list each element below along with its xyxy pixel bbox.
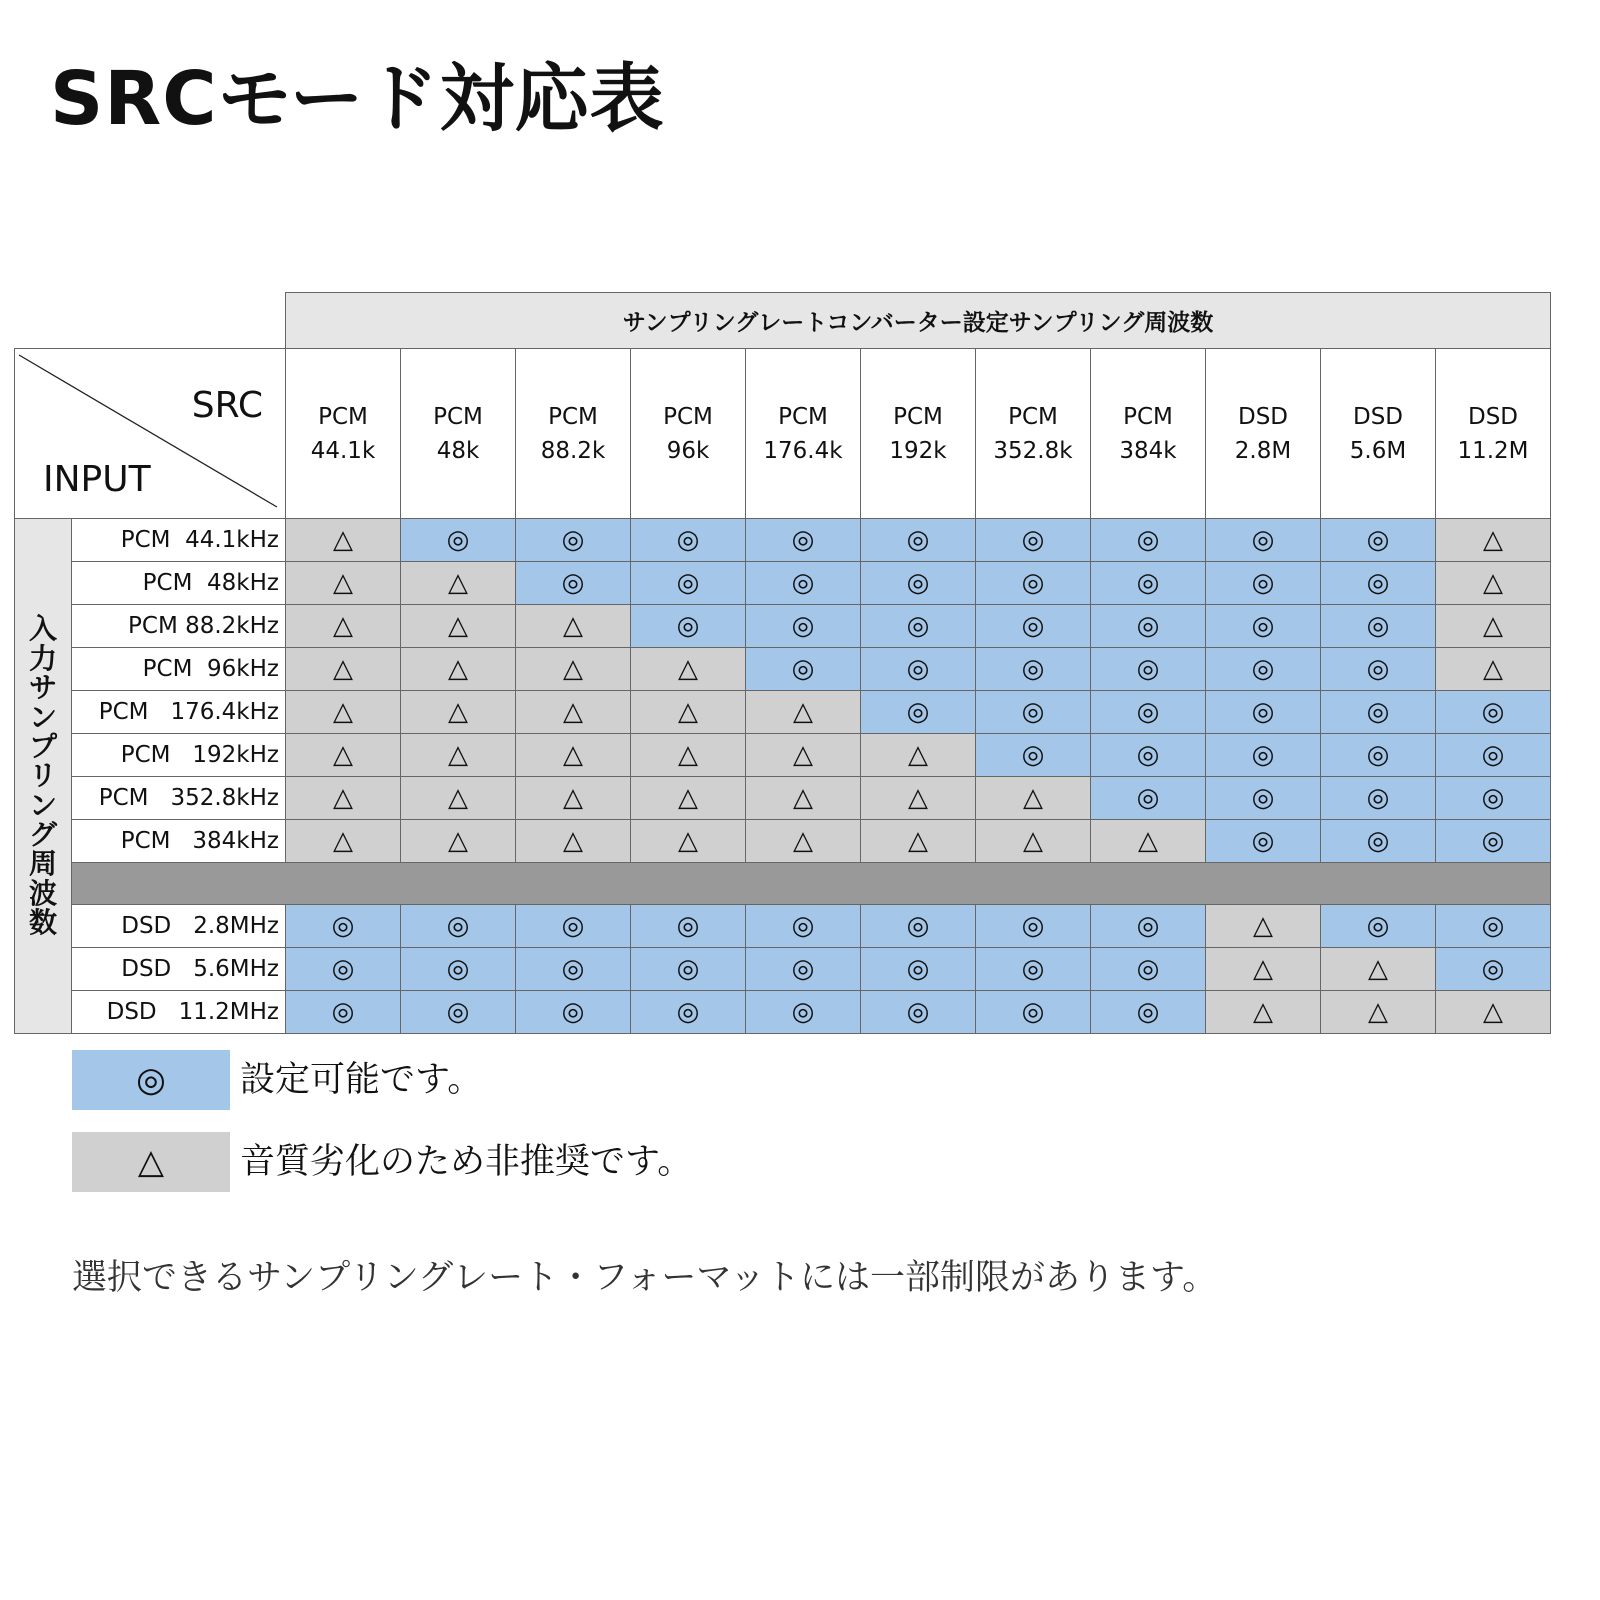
cell-not-recommended: △ [631, 691, 746, 734]
cell-supported: ◎ [1091, 562, 1206, 605]
cell-supported: ◎ [1206, 519, 1321, 562]
cell-supported: ◎ [631, 605, 746, 648]
cell-not-recommended: △ [1206, 991, 1321, 1034]
table-row [15, 991, 1551, 1034]
cell-supported: ◎ [286, 905, 401, 948]
column-header-rate: 44.1k [310, 437, 376, 464]
cell-supported: ◎ [746, 948, 861, 991]
column-header-format: PCM [893, 403, 943, 430]
cell-not-recommended: △ [1321, 948, 1436, 991]
cell-supported: ◎ [1091, 948, 1206, 991]
restriction-note: 選択できるサンプリングレート・フォーマットには一部制限があります。 [72, 1258, 1218, 1298]
cell-supported: ◎ [1436, 691, 1551, 734]
cell-supported: ◎ [1091, 905, 1206, 948]
cell-not-recommended: △ [746, 734, 861, 777]
cell-supported: ◎ [1321, 777, 1436, 820]
cell-not-recommended: △ [286, 519, 401, 562]
cell-not-recommended: △ [516, 820, 631, 863]
cell-not-recommended: △ [516, 734, 631, 777]
column-header-format: PCM [778, 403, 828, 430]
column-header [976, 349, 1091, 519]
cell-supported: ◎ [1206, 691, 1321, 734]
cell-supported: ◎ [1206, 605, 1321, 648]
cell-supported: ◎ [861, 948, 976, 991]
table-row [15, 905, 1551, 948]
cell-supported: ◎ [976, 691, 1091, 734]
row-header: PCM 88.2kHz [72, 605, 286, 648]
cell-not-recommended: △ [976, 820, 1091, 863]
column-header [401, 349, 516, 519]
side-label-char: ン [28, 700, 57, 734]
corner-src-label: SRC [191, 385, 263, 426]
separator-bar [72, 863, 1551, 905]
cell-supported: ◎ [1321, 905, 1436, 948]
cell-not-recommended: △ [746, 820, 861, 863]
row-header: DSD 5.6MHz [72, 948, 286, 991]
column-header-format: PCM [548, 403, 598, 430]
cell-supported: ◎ [1436, 734, 1551, 777]
legend-ok-swatch [72, 1050, 230, 1110]
cell-supported: ◎ [631, 991, 746, 1034]
column-header [1091, 349, 1206, 519]
side-label-char: グ [28, 818, 57, 852]
cell-supported: ◎ [1091, 605, 1206, 648]
cell-supported: ◎ [631, 562, 746, 605]
cell-supported: ◎ [746, 905, 861, 948]
cell-not-recommended: △ [1436, 648, 1551, 691]
cell-not-recommended: △ [286, 605, 401, 648]
cell-not-recommended: △ [631, 734, 746, 777]
cell-not-recommended: △ [516, 777, 631, 820]
side-label-char: ン [28, 788, 57, 822]
column-header [516, 349, 631, 519]
cell-not-recommended: △ [1206, 948, 1321, 991]
table-row [15, 562, 1551, 605]
cell-not-recommended: △ [631, 648, 746, 691]
cell-not-recommended: △ [746, 691, 861, 734]
separator-row [15, 863, 1551, 905]
cell-supported: ◎ [1091, 777, 1206, 820]
side-label-char: 力 [28, 641, 57, 675]
column-header-rate: 88.2k [540, 437, 606, 464]
double-circle-icon: ◎ [136, 1060, 166, 1100]
cell-supported: ◎ [1321, 605, 1436, 648]
side-label-char: 波 [28, 876, 57, 910]
side-label-char: 周 [28, 847, 57, 881]
cell-supported: ◎ [861, 905, 976, 948]
cell-supported: ◎ [976, 948, 1091, 991]
column-header [1321, 349, 1436, 519]
table-row [15, 691, 1551, 734]
cell-not-recommended: △ [1436, 605, 1551, 648]
cell-not-recommended: △ [401, 734, 516, 777]
cell-not-recommended: △ [1091, 820, 1206, 863]
cell-supported: ◎ [631, 905, 746, 948]
row-header: PCM 96kHz [72, 648, 286, 691]
column-header-format: PCM [663, 403, 713, 430]
src-compatibility-table [14, 292, 1551, 1034]
row-header: DSD 11.2MHz [72, 991, 286, 1034]
column-header-format: PCM [318, 403, 368, 430]
cell-supported: ◎ [1321, 648, 1436, 691]
cell-supported: ◎ [1091, 734, 1206, 777]
row-header: PCM 44.1kHz [72, 519, 286, 562]
cell-supported: ◎ [746, 648, 861, 691]
column-header-rate: 176.4k [763, 437, 843, 464]
cell-supported: ◎ [1206, 820, 1321, 863]
side-label-char: サ [28, 671, 57, 705]
corner-header [15, 349, 286, 519]
cell-supported: ◎ [516, 948, 631, 991]
column-header-format: DSD [1467, 403, 1519, 430]
column-header-rate: 192k [889, 437, 947, 464]
cell-supported: ◎ [976, 734, 1091, 777]
cell-not-recommended: △ [631, 777, 746, 820]
side-label-char: 数 [28, 906, 57, 940]
table-row [15, 605, 1551, 648]
cell-supported: ◎ [861, 562, 976, 605]
corner-input-label: INPUT [43, 459, 151, 500]
row-header: PCM 384kHz [72, 820, 286, 863]
cell-not-recommended: △ [401, 605, 516, 648]
cell-supported: ◎ [286, 948, 401, 991]
cell-supported: ◎ [1091, 991, 1206, 1034]
cell-supported: ◎ [861, 648, 976, 691]
cell-supported: ◎ [1321, 519, 1436, 562]
cell-supported: ◎ [1206, 777, 1321, 820]
column-header [1436, 349, 1551, 519]
cell-supported: ◎ [1321, 734, 1436, 777]
cell-not-recommended: △ [286, 820, 401, 863]
cell-not-recommended: △ [401, 777, 516, 820]
cell-not-recommended: △ [1436, 519, 1551, 562]
table-row [15, 777, 1551, 820]
legend-ok-text: 設定可能です。 [240, 1060, 483, 1100]
cell-supported: ◎ [861, 605, 976, 648]
row-header: PCM 192kHz [72, 734, 286, 777]
column-header [631, 349, 746, 519]
cell-supported: ◎ [631, 948, 746, 991]
cell-not-recommended: △ [861, 734, 976, 777]
cell-not-recommended: △ [1436, 991, 1551, 1034]
cell-supported: ◎ [861, 691, 976, 734]
cell-supported: ◎ [746, 605, 861, 648]
cell-supported: ◎ [746, 991, 861, 1034]
legend-ng-text: 音質劣化のため非推奨です。 [240, 1142, 693, 1182]
cell-supported: ◎ [976, 991, 1091, 1034]
column-header-format: PCM [1008, 403, 1058, 430]
cell-supported: ◎ [1206, 648, 1321, 691]
row-header: PCM 352.8kHz [72, 777, 286, 820]
column-header-rate: 48k [436, 437, 480, 464]
cell-supported: ◎ [631, 519, 746, 562]
column-header-format: PCM [1123, 403, 1173, 430]
cell-not-recommended: △ [286, 734, 401, 777]
cell-supported: ◎ [861, 991, 976, 1034]
cell-supported: ◎ [516, 905, 631, 948]
cell-supported: ◎ [976, 519, 1091, 562]
cell-supported: ◎ [976, 905, 1091, 948]
cell-supported: ◎ [1321, 820, 1436, 863]
row-header: PCM 176.4kHz [72, 691, 286, 734]
triangle-icon: △ [137, 1142, 165, 1182]
cell-supported: ◎ [1321, 562, 1436, 605]
cell-not-recommended: △ [401, 562, 516, 605]
column-header [1206, 349, 1321, 519]
cell-supported: ◎ [1206, 734, 1321, 777]
column-header-rate: 384k [1119, 437, 1177, 464]
cell-supported: ◎ [1436, 905, 1551, 948]
cell-supported: ◎ [1206, 562, 1321, 605]
column-header [286, 349, 401, 519]
cell-not-recommended: △ [286, 648, 401, 691]
side-label [15, 519, 72, 1034]
table-row [15, 648, 1551, 691]
cell-supported: ◎ [516, 991, 631, 1034]
column-header [861, 349, 976, 519]
side-label-char: リ [28, 759, 57, 793]
table-row [15, 734, 1551, 777]
cell-not-recommended: △ [516, 691, 631, 734]
legend-ng-swatch [72, 1132, 230, 1192]
cell-supported: ◎ [861, 519, 976, 562]
page-title: SRCモード対応表 [50, 56, 665, 142]
table-row [15, 820, 1551, 863]
column-header-rate: 5.6M [1349, 437, 1407, 464]
cell-supported: ◎ [746, 562, 861, 605]
cell-supported: ◎ [976, 605, 1091, 648]
cell-not-recommended: △ [401, 820, 516, 863]
column-header-rate: 11.2M [1457, 437, 1529, 464]
cell-not-recommended: △ [1321, 991, 1436, 1034]
cell-supported: ◎ [401, 519, 516, 562]
side-label-char: プ [28, 729, 57, 763]
cell-supported: ◎ [746, 519, 861, 562]
cell-not-recommended: △ [401, 648, 516, 691]
cell-supported: ◎ [976, 562, 1091, 605]
cell-not-recommended: △ [516, 648, 631, 691]
cell-supported: ◎ [1091, 691, 1206, 734]
cell-not-recommended: △ [286, 691, 401, 734]
column-header-rate: 352.8k [993, 437, 1073, 464]
cell-not-recommended: △ [861, 777, 976, 820]
cell-supported: ◎ [401, 905, 516, 948]
cell-not-recommended: △ [976, 777, 1091, 820]
column-header-format: DSD [1352, 403, 1404, 430]
cell-supported: ◎ [401, 991, 516, 1034]
group-header: サンプリングレートコンバーター設定サンプリング周波数 [286, 293, 1551, 349]
cell-not-recommended: △ [1206, 905, 1321, 948]
column-header-rate: 96k [666, 437, 710, 464]
cell-not-recommended: △ [286, 777, 401, 820]
table-row [15, 948, 1551, 991]
cell-supported: ◎ [1436, 948, 1551, 991]
side-label-char: 入 [28, 612, 57, 646]
cell-not-recommended: △ [286, 562, 401, 605]
cell-supported: ◎ [516, 562, 631, 605]
cell-not-recommended: △ [746, 777, 861, 820]
table-row [15, 519, 1551, 562]
cell-supported: ◎ [1436, 777, 1551, 820]
column-header-format: DSD [1237, 403, 1289, 430]
cell-supported: ◎ [401, 948, 516, 991]
row-header: DSD 2.8MHz [72, 905, 286, 948]
cell-supported: ◎ [286, 991, 401, 1034]
cell-not-recommended: △ [401, 691, 516, 734]
row-header: PCM 48kHz [72, 562, 286, 605]
cell-supported: ◎ [976, 648, 1091, 691]
cell-not-recommended: △ [516, 605, 631, 648]
column-header [746, 349, 861, 519]
cell-not-recommended: △ [861, 820, 976, 863]
cell-supported: ◎ [1091, 519, 1206, 562]
cell-not-recommended: △ [1436, 562, 1551, 605]
cell-supported: ◎ [1091, 648, 1206, 691]
cell-supported: ◎ [1436, 820, 1551, 863]
cell-not-recommended: △ [631, 820, 746, 863]
cell-supported: ◎ [516, 519, 631, 562]
column-header-rate: 2.8M [1234, 437, 1292, 464]
cell-supported: ◎ [1321, 691, 1436, 734]
column-header-format: PCM [433, 403, 483, 430]
